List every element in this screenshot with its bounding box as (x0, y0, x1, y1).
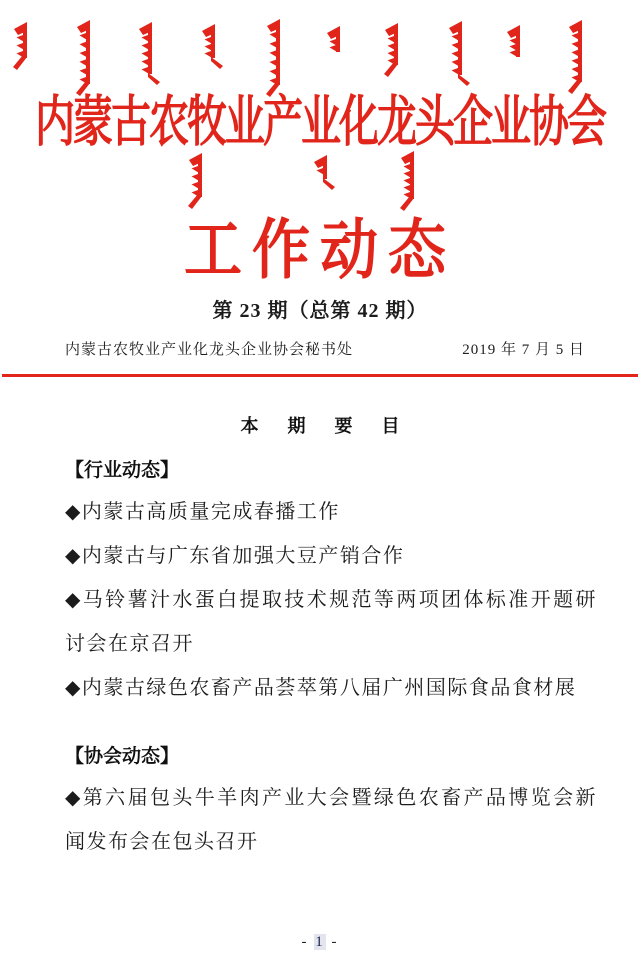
publisher-name: 内蒙古农牧业产业化龙头企业协会秘书处 (65, 341, 354, 358)
page-number-dash-left: - (301, 934, 309, 950)
page-number-dash-right: - (331, 934, 339, 950)
publisher-row (0, 338, 640, 359)
toc-item: ◆马铃薯汁水蛋白提取技术规范等两项团体标准开题研讨会在京召开 (65, 588, 597, 655)
page-number (0, 934, 640, 951)
mongolian-script-banner-icon (0, 10, 640, 98)
page-number-value: 1 (315, 934, 325, 950)
section-items (65, 490, 597, 710)
masthead-divider (2, 374, 638, 377)
section-title: 【行业动态】 (65, 459, 180, 481)
toc-item: ◆内蒙古绿色农畜产品荟萃第八届广州国际食品食材展 (65, 676, 577, 699)
publish-date: 2019 年 7 月 5 日 (462, 341, 585, 358)
toc-heading: 本 期 要 目 (240, 415, 412, 436)
section-title: 【协会动态】 (65, 745, 180, 767)
toc-section-association (0, 742, 640, 864)
bulletin-title: 工作动态 (183, 213, 456, 287)
toc-item: ◆内蒙古与广东省加强大豆产销合作 (65, 544, 405, 567)
organization-title: 内蒙古农牧业产业化龙头企业协会 (35, 90, 605, 153)
section-items (65, 776, 597, 864)
mongolian-script-subtitle-icon (0, 150, 640, 214)
toc-item: ◆内蒙古高质量完成春播工作 (65, 500, 340, 523)
toc-section-industry (0, 456, 640, 710)
toc-item: ◆第六届包头牛羊肉产业大会暨绿色农畜产品博览会新闻发布会在包头召开 (65, 786, 597, 853)
issue-number-line: 第 23 期（总第 42 期） (212, 299, 428, 322)
